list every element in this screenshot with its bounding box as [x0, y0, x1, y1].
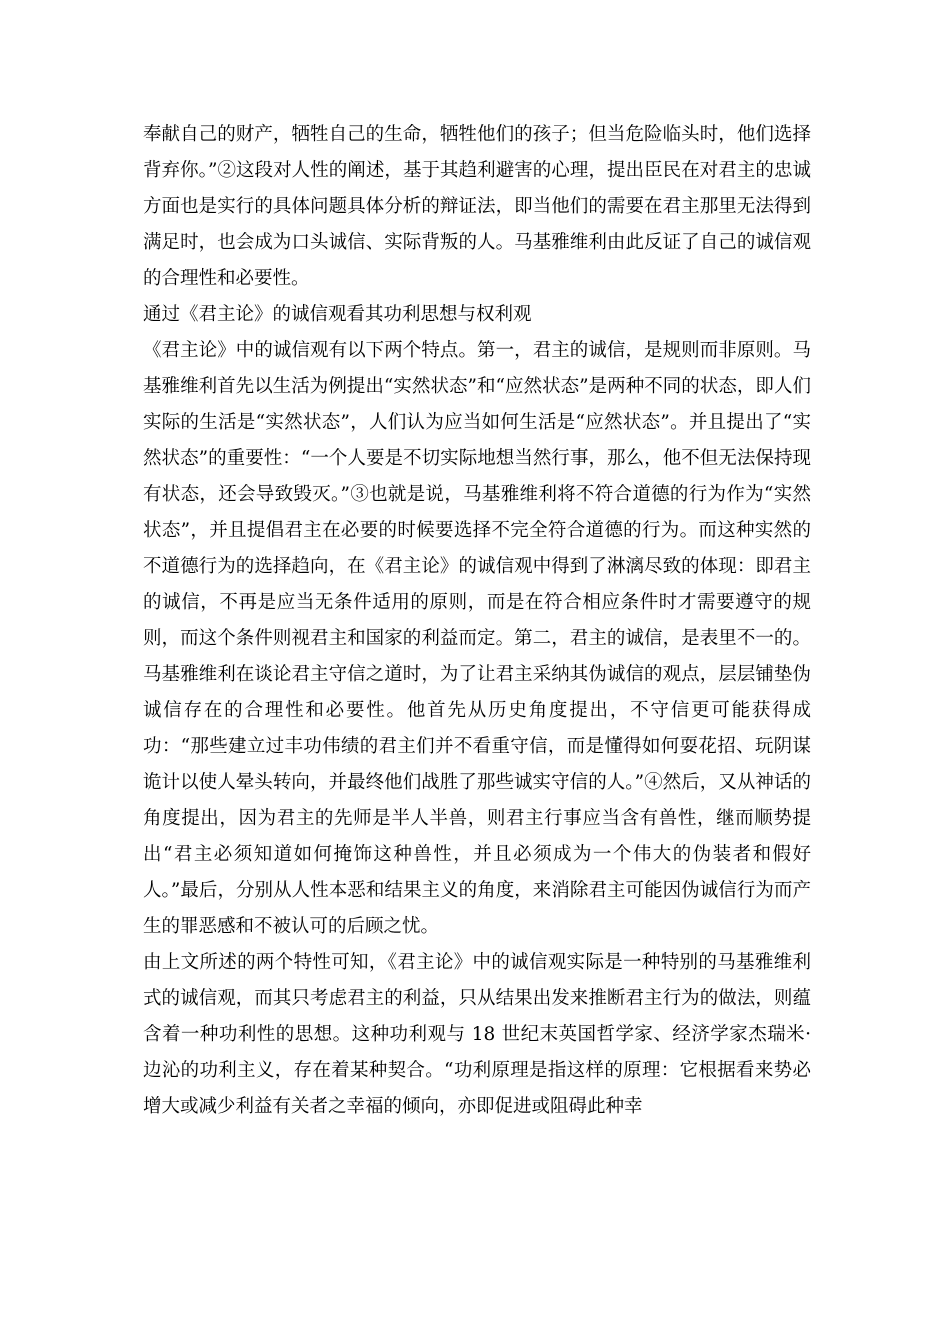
paragraph-two-characteristics: 《君主论》中的诚信观有以下两个特点。第一，君主的诚信，是规则而非原则。马基雅维利首先以生活为例提出“实然状态”和“应然状态”是两种不同的状态，即人们实际的生活是“实然状态”，人们认为应当如何生活是“应然状态”。并且提出了“实然状态”的重要性：“一个人要是不切实际地想当然行事，那么，他不但无法保持现有状态，还会导致毁灭。”③也就是说，马基雅维利将不符合道德的行为作为“实然状态”，并且提倡君主在必要的时候要选择不完全符合道德的行为。而这种实然的不道德行为的选择趋向，在《君主论》的诚信观中得到了淋漓尽致的体现：即君主的诚信，不再是应当无条件适用的原则，而是在符合相应条件时才需要遵守的规则，而这个条件则视君主和国家的利益而定。第二，君主的诚信，是表里不一的。马基雅维利在谈论君主守信之道时，为了让君主采纳其伪诚信的观点，层层铺垫伪诚信存在的合理性和必要性。他首先从历史角度提出，不守信更可能获得成功：“那些建立过丰功伟绩的君主们并不看重守信，而是懂得如何耍花招、玩阴谋诡计以使人晕头转向，并最终他们战胜了那些诚实守信的人。”④然后，又从神话的角度提出，因为君主的先师是半人半兽，则君主行事应当含有兽性，继而顺势提出“君主必须知道如何掩饰这种兽性，并且必须成为一个伟大的伪装者和假好人。”最后，分别从人性本恶和结果主义的角度，来消除君主可能因伪诚信行为而产生的罪恶感和不被认可的后顾之忧。: [143, 340, 811, 937]
paragraph-utilitarianism: 由上文所述的两个特性可知，《君主论》中的诚信观实际是一种特别的马基雅维利式的诚信观，而其只考虑君主的利益，只从结果出发来推断君主行为的做法，则蕴含着一种功利性的思想。这种功利观与 18 世纪末英国哲学家、经济学家杰瑞米·边沁的功利主义，存在着某种契合。“功利原理是指这样的原理：它根据看来势必增大或减少利益有关者之幸福的倾向，亦即促进或阻碍此种幸: [143, 952, 811, 1117]
section-heading: 通过《君主论》的诚信观看其功利思想与权利观: [143, 304, 532, 325]
paragraph-continuation: 奉献自己的财产，牺牲自己的生命，牺牲他们的孩子；但当危险临头时，他们选择背弃你。”②这段对人性的阐述，基于其趋利避害的心理，提出臣民在对君主的忠诚方面也是实行的具体问题具体分析的辩证法，即当他们的需要在君主那里无法得到满足时，也会成为口头诚信、实际背叛的人。马基雅维利由此反证了自己的诚信观的合理性和必要性。: [143, 124, 811, 289]
document-body: [143, 117, 811, 1125]
